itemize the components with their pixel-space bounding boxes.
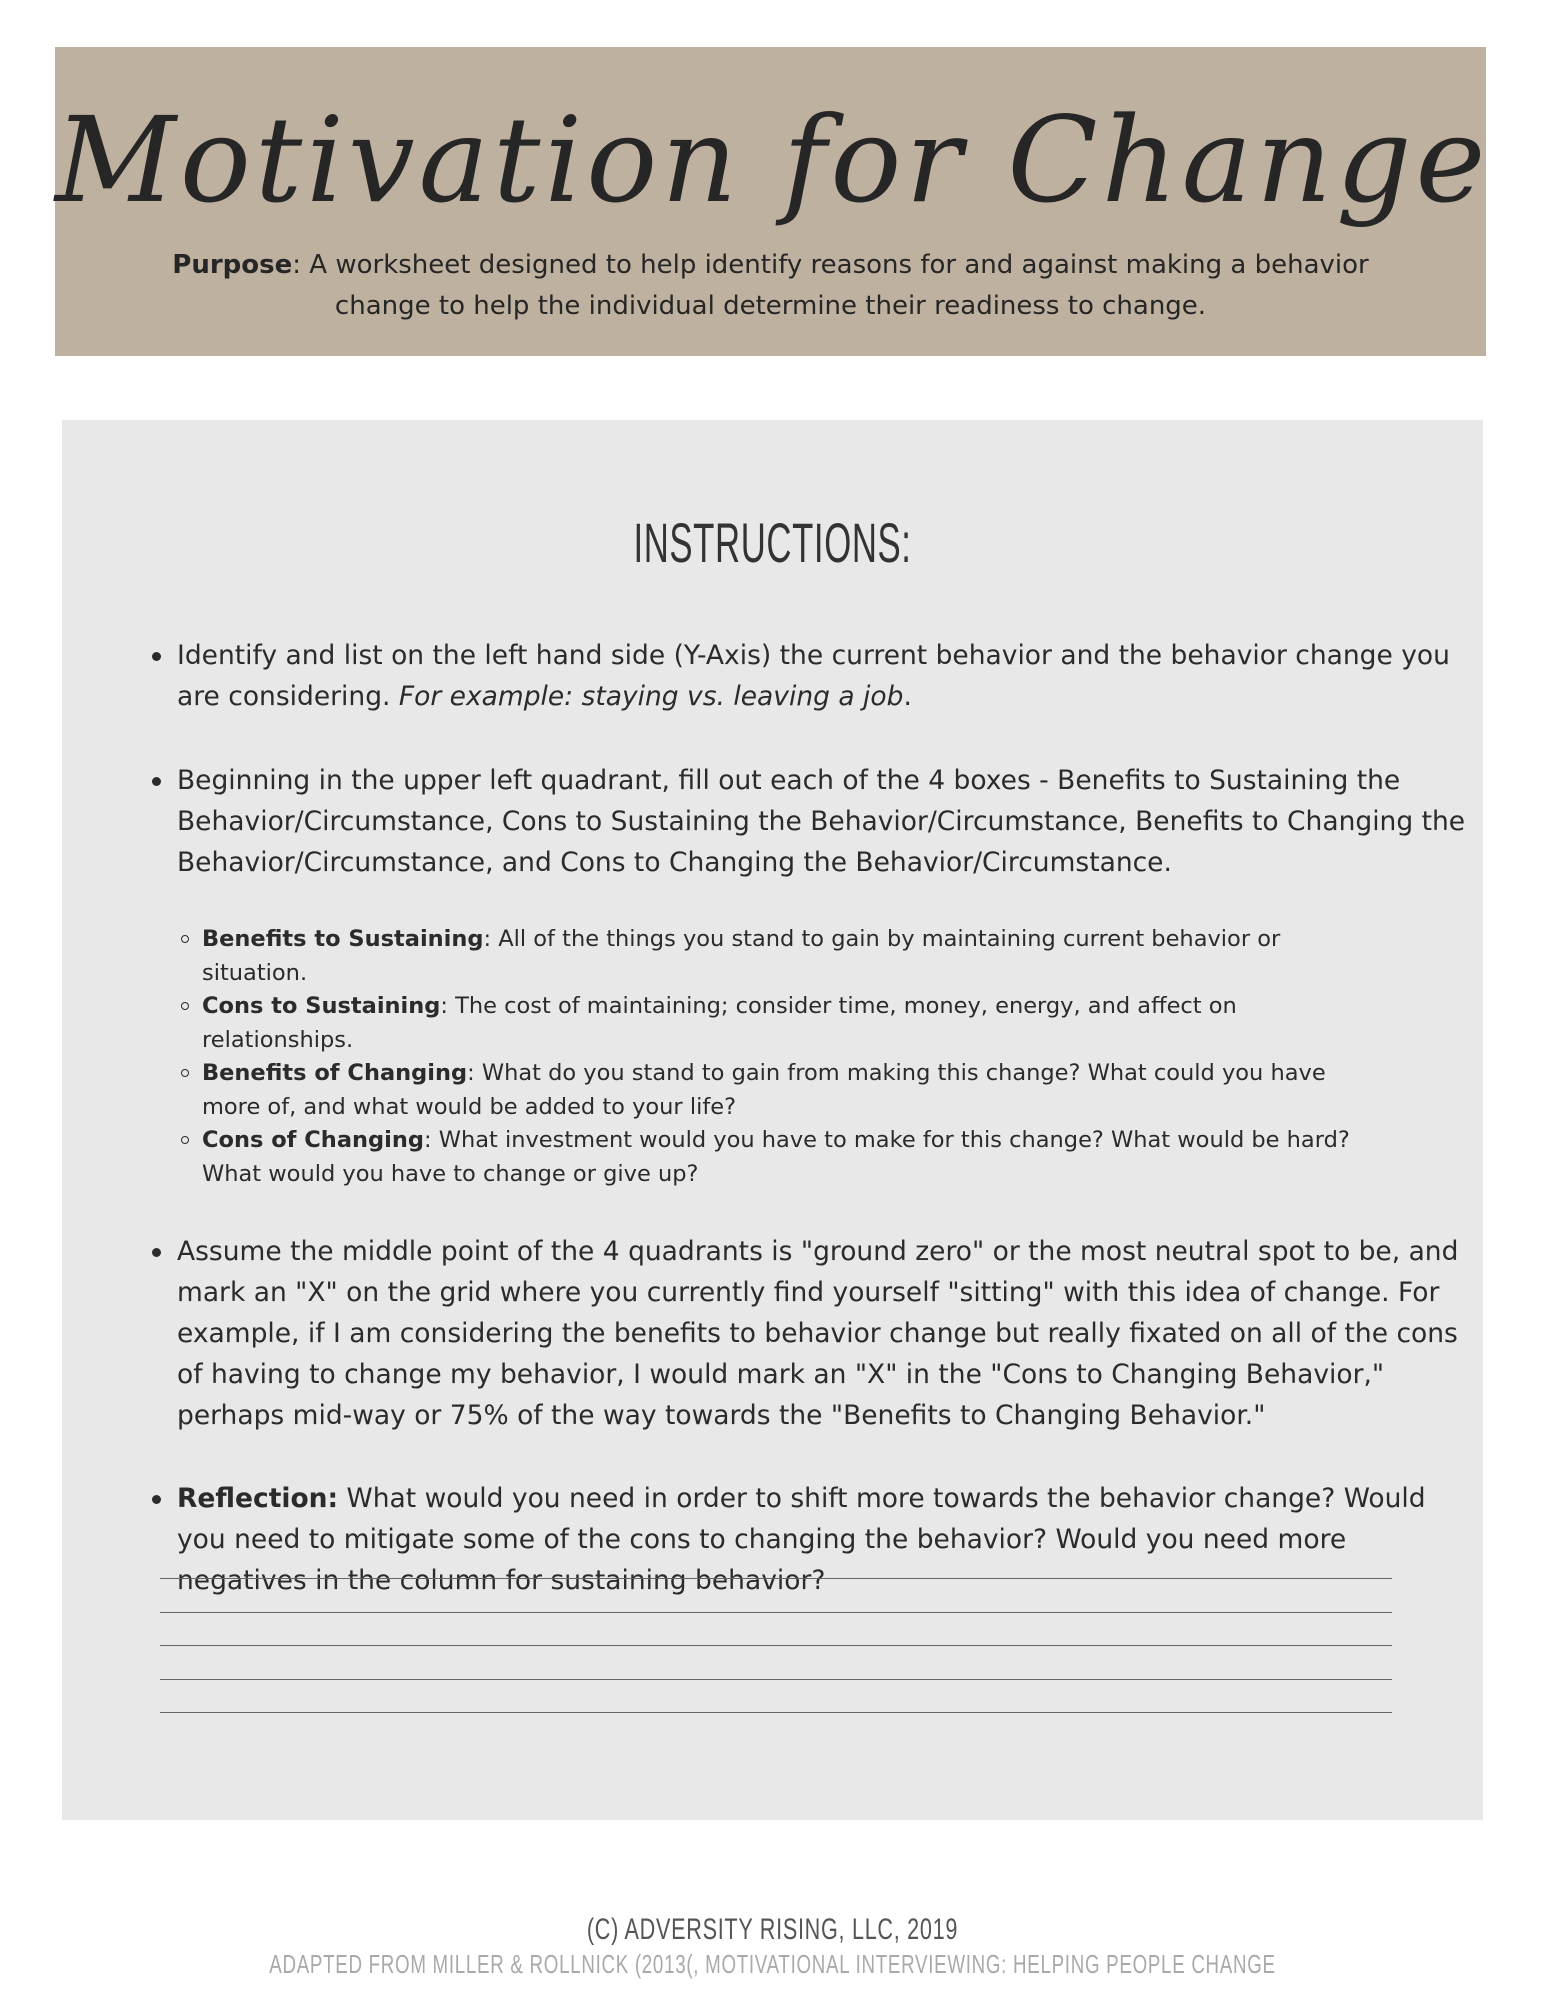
instruction-item-mark-x xyxy=(177,1231,1467,1436)
answer-line[interactable] xyxy=(160,1612,1392,1613)
header-banner xyxy=(55,47,1490,356)
bullet-icon xyxy=(152,1495,161,1504)
sub-bullet-icon xyxy=(181,1136,189,1144)
definition-label: Cons of Changing xyxy=(202,1127,424,1153)
instruction-item-quadrants xyxy=(177,760,1467,883)
answer-line[interactable] xyxy=(160,1645,1392,1646)
answer-line[interactable] xyxy=(160,1679,1392,1680)
instruction-item-identify xyxy=(177,635,1467,717)
answer-line[interactable] xyxy=(160,1578,1392,1579)
reflection-label: Reflection: xyxy=(177,1483,339,1514)
answer-line[interactable] xyxy=(160,1712,1392,1713)
attribution-notice: ADAPTED FROM MILLER & ROLLNICK (2013(, MOTIVATIONAL INTERVIEWING: HELPING PEOPLE CHANGE xyxy=(269,1949,1276,1979)
definition-label: Benefits of Changing xyxy=(202,1060,468,1086)
item2-text: Beginning in the upper left quadrant, fill out each of the 4 boxes - Benefits to Sustaining the Behavior/Circumstance, Cons to Sustaining the Behavior/Circumstance, Benefits to Changing the Behavior/Circumstance, and Cons to Changing the Behavior/Circumstance. xyxy=(177,765,1466,878)
bullet-icon xyxy=(152,652,161,661)
item1-text: Identify and list on the left hand side (Y-Axis) the current behavior and the behavior change you are considering. xyxy=(177,640,1450,712)
definition-cons-changing xyxy=(202,1124,1367,1191)
reflection-text: What would you need in order to shift more towards the behavior change? Would you need to mitigate some of the cons to changing the behavior? Would you need more negatives in the column for sustaining behavior? xyxy=(177,1483,1426,1596)
reflection-answer-lines[interactable] xyxy=(160,1578,1392,1746)
definition-label: Cons to Sustaining xyxy=(202,993,441,1019)
item3-text: Assume the middle point of the 4 quadrants is "ground zero" or the most neutral spot to be, and mark an "X" on the grid where you currently find yourself "sitting" with this idea of change. For example, if I am considering the benefits to behavior change but really fixated on all of the cons of having to change my behavior, I would mark an "X" in the "Cons to Changing Behavior," perhaps mid-way or 75% of the way towards the "Benefits to Changing Behavior." xyxy=(177,1236,1459,1431)
definition-text: : What do you stand to gain from making this change? What could you have more of, and what would be added to your life? xyxy=(202,1060,1326,1120)
definition-text: : All of the things you stand to gain by maintaining current behavior or situation. xyxy=(202,926,1281,986)
item1-example: For example: staying vs. leaving a job xyxy=(398,681,904,712)
bullet-icon xyxy=(152,777,161,786)
definition-label: Benefits to Sustaining xyxy=(202,926,484,952)
definition-cons-sustaining xyxy=(202,990,1367,1057)
instructions-heading: INSTRUCTIONS: xyxy=(633,511,912,574)
definition-text: : The cost of maintaining; consider time, money, energy, and affect on relationships. xyxy=(202,993,1237,1053)
bullet-icon xyxy=(152,1248,161,1257)
item1-end: . xyxy=(903,681,912,712)
sub-bullet-icon xyxy=(181,935,189,943)
instructions-list xyxy=(177,635,1467,1601)
sub-bullet-icon xyxy=(181,1069,189,1077)
purpose-statement xyxy=(145,245,1396,327)
definition-text: : What investment would you have to make for this change? What would be hard? What would you have to change or give up? xyxy=(202,1127,1350,1187)
purpose-text: : A worksheet designed to help identify reasons for and against making a behavior change to help the individual determine their readiness to change. xyxy=(292,250,1369,321)
quadrant-definitions xyxy=(202,923,1367,1191)
definition-benefits-changing xyxy=(202,1057,1367,1124)
purpose-label: Purpose xyxy=(172,250,293,280)
copyright-notice: (C) ADVERSITY RISING, LLC, 2019 xyxy=(586,1913,959,1946)
sub-bullet-icon xyxy=(181,1002,189,1010)
definition-benefits-sustaining xyxy=(202,923,1367,990)
page-title: Motivation for Change xyxy=(55,91,1490,229)
instructions-panel xyxy=(62,420,1483,1820)
